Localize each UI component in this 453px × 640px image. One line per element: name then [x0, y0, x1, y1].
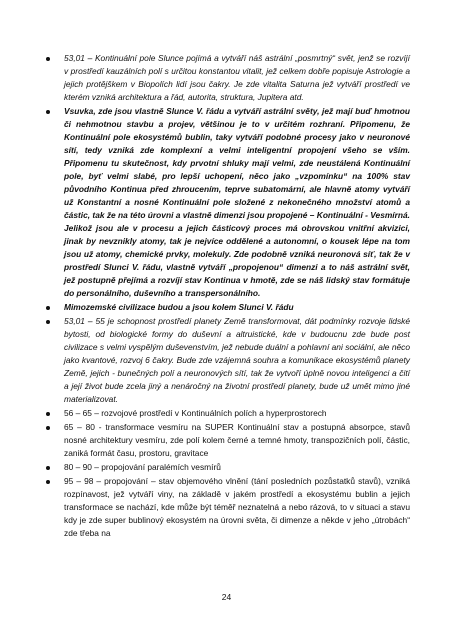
list-item	[64, 301, 410, 314]
item-text: 80 – 90 – propojování paralémích vesmírů	[64, 462, 221, 472]
list-item	[64, 421, 410, 460]
list-item	[64, 407, 410, 420]
bullet-icon	[46, 466, 50, 470]
bullet-list	[64, 52, 410, 541]
bullet-icon	[46, 306, 50, 310]
bullet-icon	[46, 320, 50, 324]
list-item	[64, 315, 410, 406]
item-text: Mimozemské civilizace budou a jsou kolem Slunci V. řádu	[64, 302, 294, 312]
item-text: 56 – 65 – rozvojové prostředí v Kontinuálních polích a hyperprostorech	[64, 408, 327, 418]
item-text: 95 – 98 – propojování – stav objemového vlnění (tání posledních pozůstatků stavů), vzniká rozpínavost, jež vytváří viny, na základě v jakém prostředí a ekosystému bublin a jejich transformace se nachází, kde může být téměř neznatelná a nebo rázová, to v situaci a stavu kdy je zde super bublinový ekosystém na úrovni světa, či dimenze a někde v jeho „útrobách“ zde třeba na	[64, 476, 410, 538]
bullet-icon	[46, 412, 50, 416]
bullet-icon	[46, 110, 50, 114]
list-item	[64, 475, 410, 540]
page-number: 24	[221, 592, 232, 602]
list-item	[64, 105, 410, 300]
bullet-icon	[46, 480, 50, 484]
bullet-icon	[46, 426, 50, 430]
item-text: 53,01 – 55 je schopnost prostředí planety Země transformovat, dát podmínky rozvoje lidské bytosti, od biologické formy do duševní a altruistické, kde v budoucnu zde bude post civilizace s velmi vyspělým duševenstvím, jež nebude duální a pohlavní ani sociální, ale něco jako kvantové, rozvoj 6 čakry. Bude zde vzájemná souhra a komunikace ekosystémů planety Země, jejich - bunečných polí a neuronových sítí, tak že vytvoří úplně novou inteligenci a čití a její život bude zcela jiný a nenáročný na životní prostředí planety, bude už umět mimo jiné materializovat.	[64, 316, 410, 404]
list-item	[64, 52, 410, 104]
bullet-icon	[46, 57, 50, 61]
list-item	[64, 461, 410, 474]
item-text: 53,01 – Kontinuální pole Slunce pojímá a vytváří náš astrální „posmrtný“ svět, jenž se rozvíjí v prostředí kauzálních polí s určitou konstantou vitalit, jež celkem dobře popisuje Astrologie a jejich protějškem v Biopolích lidí jsou čakry. Je zde vitalita Saturna jež vytváří prostředí ve kterém vzniká architektura a řád, autorita, struktura, Jupitera atd.	[64, 53, 410, 102]
item-text: Vsuvka, zde jsou vlastně Slunce V. řádu a vytváří astrální světy, jež mají buď hmotnou či nehmotnou stavbu a projev, většinou je to v určitém rozhraní. Připomenu, že Kontinuální pole ekosystémů bublin, taky vytváří podobné procesy jako v neuronové sítí, tedy vzniká zde komplexní a velmi inteligentní propojení všeho se vším. Připomenu tu skutečnost, kdy prvotní shluky mají velmi, zde neustálená Kontinuální pole, byť velmi slabé, pro lepší uchopení, něco jako „vzpomínku“ na 100% stav původního Kontinua před zhroucením, teprve subatomární, ale hlavně atomy vytváří už Konstantní a nosné Kontinuální pole složené z nekonečného množství atomů a částic, tak že na této úrovni a vlastně dimenzi jsou propojené – Kontinuální - Vesmírná. Jelikož jsou ale v procesu a jejich částicový proces má obrovskou vnitřní akvizici, jinak by nevznikly atomy, tak je nejvíce oddělené a autonomní, o kousek lépe na tom jsou už atomy, chemické prvky, molekuly. Zde podobně vzniká neuronová síť, tak že v prostředí Slunci V. řádu, vlastně vytváří „propojenou“ dimenzi a to náš astrální svět, jež postupně přejímá a rozvíjí stav Kontinua v hmotě, zde se náš lidský stav formátuje do personálního, duševního a transpersonálního.	[64, 106, 410, 298]
item-text: 65 – 80 - transformace vesmíru na SUPER Kontinuální stav a postupná absorpce, stavů nosné architektury vesmíru, zde polí kolem černé a temné hmoty, transpozičních polí, částic, zaniká formát času, prostoru, gravitace	[64, 422, 410, 458]
